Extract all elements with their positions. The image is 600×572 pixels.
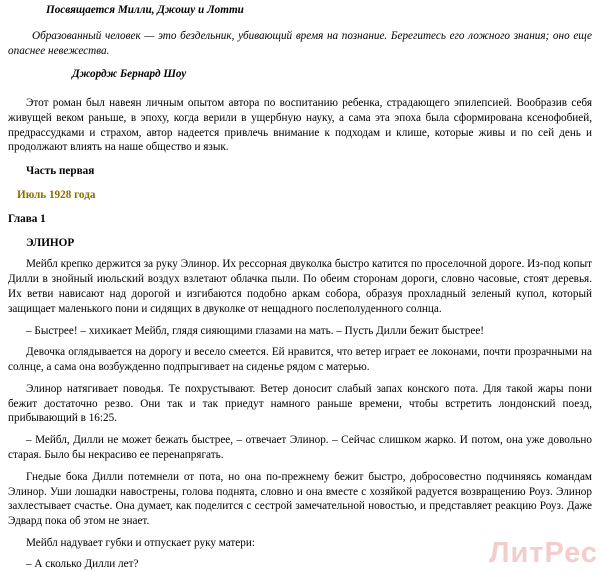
body-paragraph: Гнедые бока Дилли потемнели от пота, но она по-прежнему бежит быстро, добросовестно подчиняясь командам Элинор. Уши лошадки навострены, голова поднята, словно и она вместе с хозяйкой радуется возвращению Роуз. Элинор захлестывает счастье. Она думает, как поделится с сестрой замечательной новостью, и представляет реакцию Роуз. Даже Эдвард пока об этом не знает. xyxy=(8,470,592,528)
body-paragraph: – А сколько Дилли лет? xyxy=(26,557,139,570)
watermark-litres: ЛитРес xyxy=(489,537,598,569)
epigraph-text: Образованный человек — это бездельник, убивающий время на познание. Берегитесь его ложного знания; оно еще опаснее невежества. xyxy=(8,29,592,57)
author-note-paragraph: Этот роман был навеян личным опытом автора по воспитанию ребенка, страдающего эпилепсией. Вообразив себя живущей веком раньше, в эпоху, когда верили в ущербную науку, а сама эта эпоха была сформирована ксенофобией, предрассудками и страхом, автор надеется привлечь внимание к подходам и клише, которые живы и по сей день и продолжают влиять на наше общество и язык. xyxy=(8,97,592,154)
chapter-heading: Глава 1 xyxy=(8,212,46,225)
body-paragraph: Мейбл крепко держится за руку Элинор. Их рессорная двуколка быстро катится по проселочной дороге. Из-под копыт Дилли в знойный июльский воздух взлетают облачка пыли. По обеим сторонам дороги, словно часовые, стоят деревья. Их ветви нависают над дорогой и изгибаются подобно аркам собора, образуя прохладный зеленый купол, который защищает маленького пони и сидящих в двуколке от нещадного послеполуденного солнца. xyxy=(8,258,592,315)
body-paragraph: Девочка оглядывается на дорогу и весело смеется. Ей нравится, что ветер играет ее локонами, почти прозрачными на солнце, а сама она возбужденно подпрыгивает на сиденье рядом с матерью. xyxy=(8,346,592,374)
epigraph-author: Джордж Бернард Шоу xyxy=(72,68,187,81)
body-paragraph: Мейбл надувает губки и отпускает руку матери: xyxy=(26,536,255,549)
body-paragraph: Элинор натягивает поводья. Те похрустывают. Ветер доносит слабый запах конского пота. Для такой жары пони бежит достаточно резво. Они так и так приедут намного раньше времени, чтобы встретить лондонский поезд, прибывающий в 16:25. xyxy=(8,382,592,425)
document-page xyxy=(0,3,600,572)
body-paragraph: – Быстрее! – хихикает Мейбл, глядя сияющими глазами на мать. – Пусть Дилли бежит быстрее! xyxy=(26,324,485,337)
body-paragraph: – Мейбл, Дилли не может бежать быстрее, – отвечает Элинор. – Сейчас слишком жарко. И потом, она уже довольно старая. Было бы некрасиво ее перенапрягать. xyxy=(8,434,592,461)
part-heading: Часть первая xyxy=(26,165,95,178)
date-heading: Июль 1928 года xyxy=(17,189,96,202)
dedication-text: Посвящается Милли, Джошу и Лотти xyxy=(46,4,244,16)
narrator-heading: ЭЛИНОР xyxy=(26,236,75,249)
